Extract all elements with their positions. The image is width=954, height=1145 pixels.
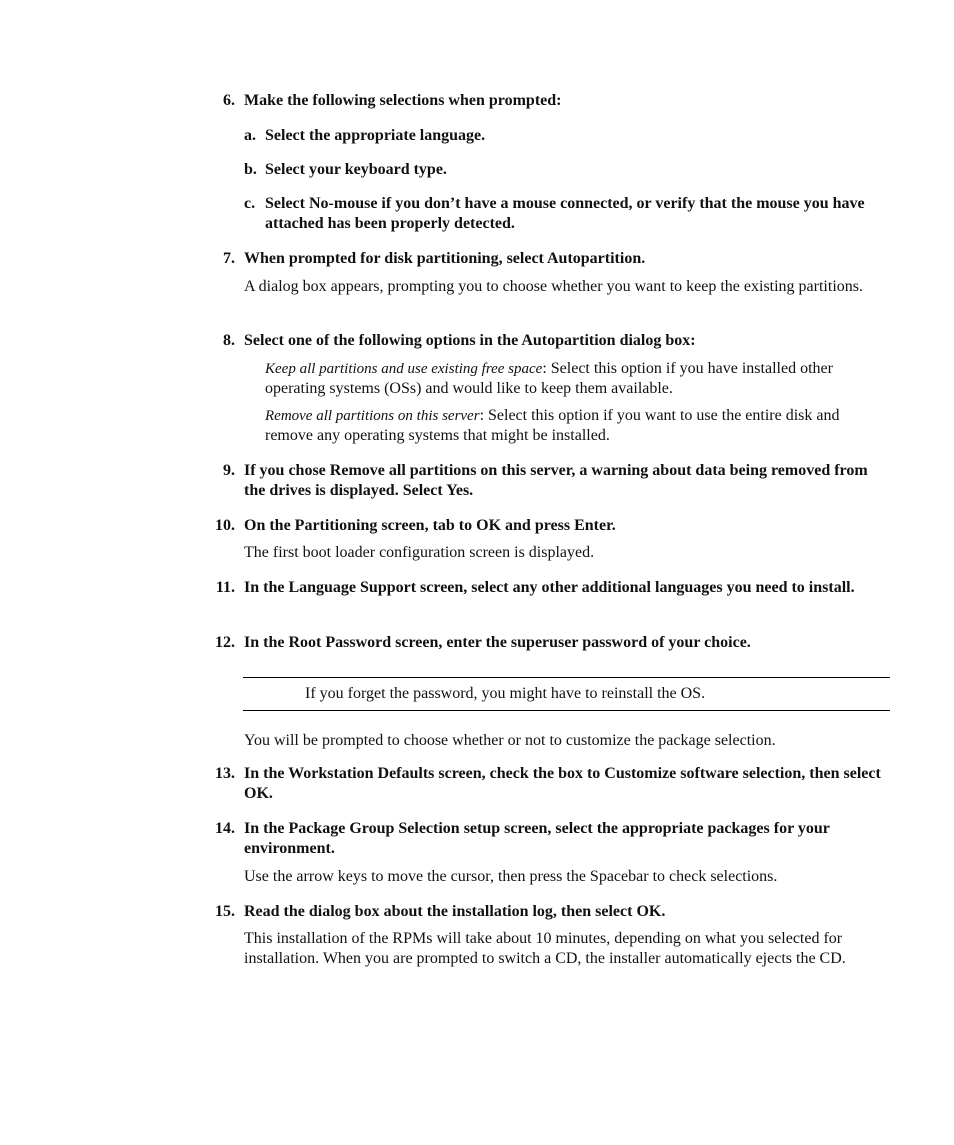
substep-letter: c.	[244, 195, 256, 212]
step-title: If you chose Remove all partitions on this server, a warning about data being removed from the drives is displayed. Select Yes.	[244, 462, 868, 499]
note-text: If you forget the password, you might have to reinstall the OS.	[305, 685, 706, 702]
substep-letter: a.	[244, 127, 256, 144]
substep-a	[244, 126, 890, 146]
note-box	[243, 677, 890, 711]
step-number: 10.	[215, 517, 235, 534]
substep-c	[244, 194, 890, 234]
substep-letter: b.	[244, 161, 257, 178]
step-title: Select one of the following options in the Autopartition dialog box:	[244, 332, 696, 349]
step-number: 15.	[215, 903, 235, 920]
option-term: Keep all partitions and use existing free space	[265, 361, 543, 377]
step-title: In the Workstation Defaults screen, check the box to Customize software selection, then select OK.	[244, 765, 881, 802]
step-14	[215, 819, 890, 859]
step-title: Make the following selections when prompted:	[244, 92, 562, 109]
step-number: 7.	[223, 250, 235, 267]
step-7	[223, 249, 890, 269]
step-number: 12.	[215, 634, 235, 651]
step-12	[215, 633, 890, 653]
step-15	[215, 902, 890, 922]
step-number: 13.	[215, 765, 235, 782]
option-keep-partitions	[265, 359, 890, 399]
step-8	[223, 331, 890, 351]
step-11	[215, 578, 890, 598]
option-description: : Select this option if you have installed other operating systems (OSs) and would like to keep them available.	[265, 360, 833, 397]
step-number: 11.	[215, 579, 235, 596]
substep-title: Select your keyboard type.	[265, 161, 447, 178]
step-7-body: A dialog box appears, prompting you to choose whether you want to keep the existing partitions.	[244, 278, 863, 295]
step-10-body: The first boot loader configuration screen is displayed.	[244, 544, 595, 561]
step-12-body: You will be prompted to choose whether or not to customize the package selection.	[244, 732, 776, 749]
step-14-body: Use the arrow keys to move the cursor, then press the Spacebar to check selections.	[244, 868, 778, 885]
step-number: 9.	[223, 462, 235, 479]
step-13	[215, 764, 890, 804]
step-title: In the Package Group Selection setup screen, select the appropriate packages for your environment.	[244, 820, 830, 857]
step-number: 6.	[223, 92, 235, 109]
option-term: Remove all partitions on this server	[265, 408, 480, 424]
step-number: 8.	[223, 332, 235, 349]
substep-b	[244, 160, 890, 180]
step-15-body: This installation of the RPMs will take about 10 minutes, depending on what you selected for installation. When you are prompted to switch a CD, the installer automatically ejects the CD.	[244, 930, 846, 967]
step-title: Read the dialog box about the installation log, then select OK.	[244, 903, 666, 920]
step-9	[223, 461, 890, 501]
substep-title: Select No-mouse if you don’t have a mouse connected, or verify that the mouse you have attached has been properly detected.	[265, 195, 865, 232]
step-title: In the Language Support screen, select any other additional languages you need to install.	[244, 579, 855, 596]
step-number: 14.	[215, 820, 235, 837]
step-6	[223, 91, 890, 111]
step-title: When prompted for disk partitioning, select Autopartition.	[244, 250, 646, 267]
option-remove-partitions	[265, 406, 890, 446]
step-title: In the Root Password screen, enter the superuser password of your choice.	[244, 634, 751, 651]
step-title: On the Partitioning screen, tab to OK and press Enter.	[244, 517, 616, 534]
substep-title: Select the appropriate language.	[265, 127, 486, 144]
step-10	[215, 516, 890, 536]
option-description: : Select this option if you want to use the entire disk and remove any operating systems that might be installed.	[265, 407, 840, 444]
